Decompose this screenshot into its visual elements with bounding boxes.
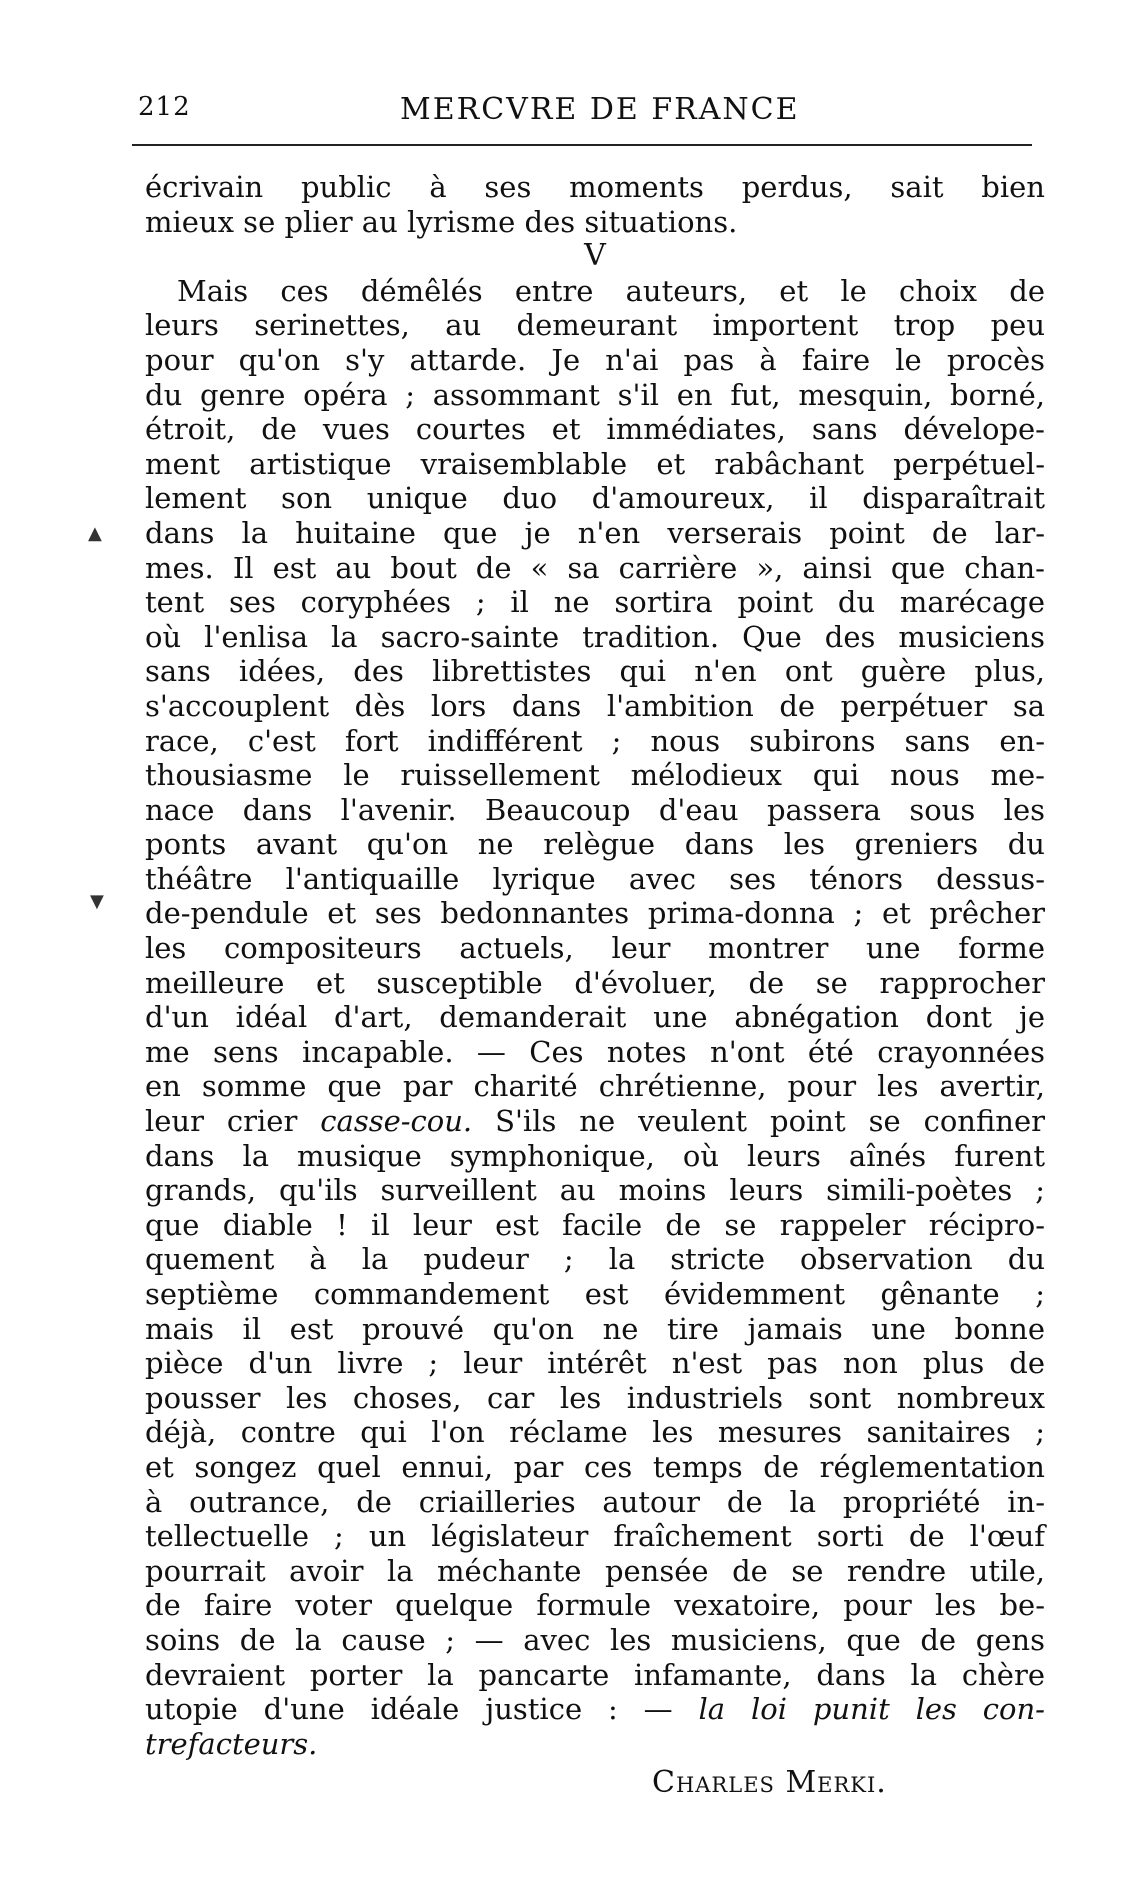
- text-line: étroit, de vues courtes et immédiates, sans dévelope-: [145, 412, 1045, 447]
- text-line: d'un idéal d'art, demanderait une abnégation dont je: [145, 1000, 1045, 1035]
- text-line: ponts avant qu'on ne relègue dans les greniers du: [145, 827, 1045, 862]
- text-line: s'accouplent dès lors dans l'ambition de perpétuer sa: [145, 688, 1045, 723]
- text-line: tellectuelle ; un législateur fraîchement sorti de l'œuf: [145, 1519, 1045, 1554]
- text-line: pousser les choses, car les industriels sont nombreux: [145, 1380, 1045, 1415]
- text-line: race, c'est fort indifférent ; nous subirons sans en-: [145, 723, 1045, 758]
- journal-title: MERCVRE DE FRANCE: [400, 92, 800, 127]
- text-line: théâtre l'antiquaille lyrique avec ses ténors dessus-: [145, 861, 1045, 896]
- text-line-with-italic: [145, 1692, 1045, 1727]
- text-line: du genre opéra ; assommant s'il en fut, mesquin, borné,: [145, 377, 1045, 412]
- text-line: grands, qu'ils surveillent au moins leurs simili-poètes ;: [145, 1173, 1045, 1208]
- text-line: où l'enlisa la sacro-sainte tradition. Que des musiciens: [145, 619, 1045, 654]
- page-number: 212: [138, 92, 191, 122]
- text-line: lement son unique duo d'amoureux, il disparaîtrait: [145, 481, 1045, 516]
- author-signature: Charles Merki.: [652, 1765, 887, 1800]
- text-line: écrivain public à ses moments perdus, sait bien: [145, 170, 1045, 204]
- text-line: mes. Il est au bout de « sa carrière », ainsi que chan-: [145, 550, 1045, 585]
- article-text: [145, 170, 1045, 1761]
- text-line: soins de la cause ; — avec les musiciens, que de gens: [145, 1622, 1045, 1657]
- text-line: que diable ! il leur est facile de se rappeler récipro-: [145, 1207, 1045, 1242]
- text-line: pièce d'un livre ; leur intérêt n'est pas non plus de: [145, 1346, 1045, 1381]
- italic-phrase: casse-cou.: [320, 1104, 473, 1139]
- text-line: dans la huitaine que je n'en verserais point de lar-: [145, 515, 1045, 550]
- text-line: devraient porter la pancarte infamante, dans la chère: [145, 1657, 1045, 1692]
- text-line: thousiasme le ruissellement mélodieux qui nous me-: [145, 758, 1045, 793]
- text-line: les compositeurs actuels, leur montrer une forme: [145, 931, 1045, 966]
- section-numeral: V: [584, 238, 606, 274]
- text-line: mais il est prouvé qu'on ne tire jamais une bonne: [145, 1311, 1045, 1346]
- italic-line: trefacteurs.: [145, 1726, 318, 1761]
- text-fragment: leur crier: [145, 1104, 321, 1139]
- text-line: Mais ces démêlés entre auteurs, et le choix de: [177, 273, 1045, 308]
- text-line: quement à la pudeur ; la stricte observation du: [145, 1242, 1045, 1277]
- margin-mark-icon: ▲: [88, 523, 102, 544]
- text-line: tent ses coryphées ; il ne sortira point du marécage: [145, 585, 1045, 620]
- text-line: pourrait avoir la méchante pensée de se rendre utile,: [145, 1553, 1045, 1588]
- header-rule: [132, 144, 1032, 146]
- text-line: septième commandement est évidemment gênante ;: [145, 1277, 1045, 1311]
- margin-mark-icon: ▼: [90, 891, 104, 912]
- text-line-with-italic: [145, 1104, 1045, 1139]
- text-line: et songez quel ennui, par ces temps de réglementation: [145, 1449, 1045, 1484]
- text-fragment: utopie d'une idéale justice : —: [145, 1692, 699, 1727]
- running-head: [138, 92, 1038, 132]
- italic-phrase: la loi punit les con-: [698, 1692, 1045, 1727]
- text-line: meilleure et susceptible d'évoluer, de se rapprocher: [145, 965, 1045, 1000]
- text-fragment: S'ils ne veulent point se confiner: [472, 1104, 1045, 1139]
- text-line: me sens incapable. — Ces notes n'ont été crayonnées: [145, 1034, 1045, 1069]
- text-line: leurs serinettes, au demeurant importent trop peu: [145, 308, 1045, 343]
- text-line: nace dans l'avenir. Beaucoup d'eau passera sous les: [145, 792, 1045, 827]
- text-line: dans la musique symphonique, où leurs aînés furent: [145, 1138, 1045, 1173]
- text-line: de faire voter quelque formule vexatoire, pour les be-: [145, 1588, 1045, 1623]
- text-line: pour qu'on s'y attarde. Je n'ai pas à faire le procès: [145, 342, 1045, 377]
- text-line: en somme que par charité chrétienne, pour les avertir,: [145, 1069, 1045, 1104]
- text-line: mieux se plier au lyrisme des situations.: [145, 204, 738, 239]
- text-line: sans idées, des librettistes qui n'en ont guère plus,: [145, 654, 1045, 689]
- text-line: à outrance, de criailleries autour de la propriété in-: [145, 1484, 1045, 1519]
- text-line: déjà, contre qui l'on réclame les mesures sanitaires ;: [145, 1415, 1045, 1450]
- text-line: de-pendule et ses bedonnantes prima-donna ; et prêcher: [145, 896, 1045, 931]
- text-line: ment artistique vraisemblable et rabâchant perpétuel-: [145, 446, 1045, 481]
